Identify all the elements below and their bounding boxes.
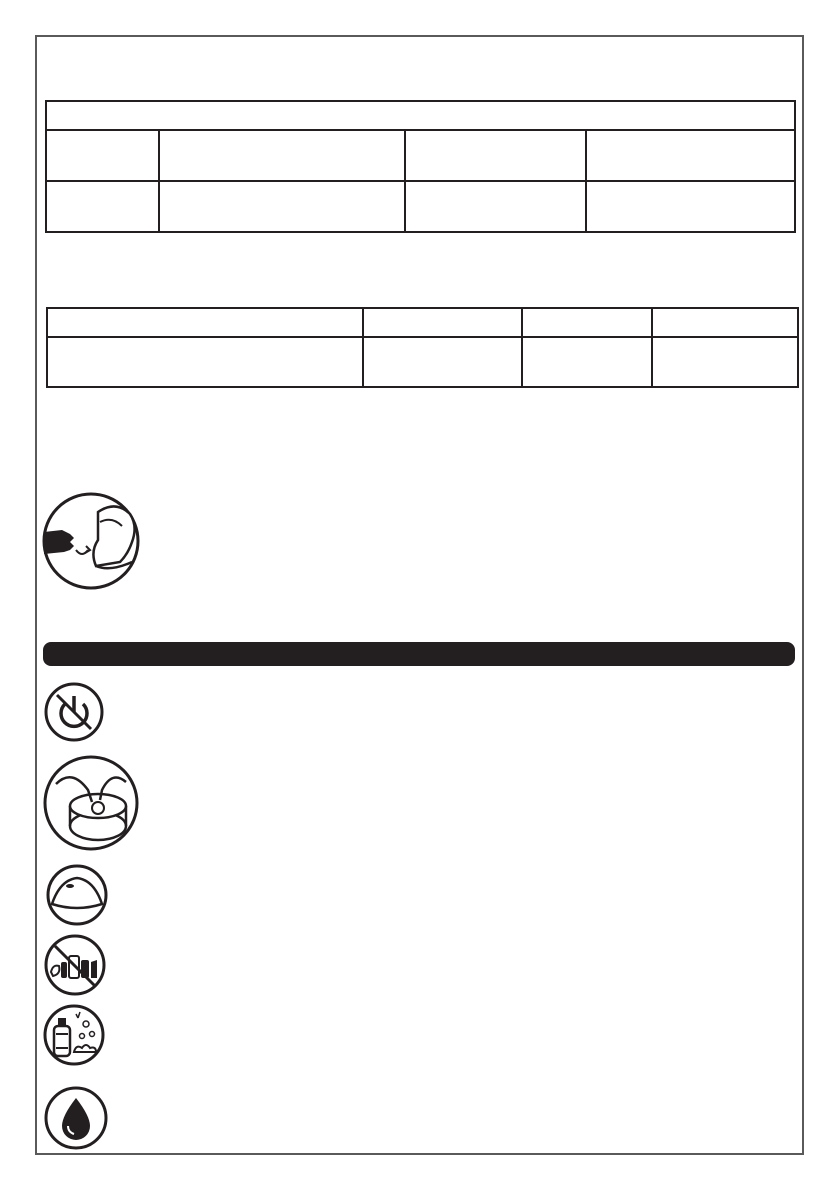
table-header-cell [47, 308, 363, 337]
section-header-bar [43, 642, 795, 666]
table-cell [405, 130, 586, 181]
spec-table-1-header [46, 101, 795, 130]
table-cell [159, 181, 405, 232]
no-harsh-cleaners-icon [43, 934, 107, 996]
table-cell [46, 181, 159, 232]
power-off-crossed-icon [43, 682, 105, 742]
hands-open-container-icon [42, 754, 140, 852]
table-cell [46, 130, 159, 181]
table-header-cell [652, 308, 798, 337]
table-cell [522, 337, 652, 387]
table-header-cell [522, 308, 652, 337]
table-cell [586, 130, 795, 181]
water-drop-icon [44, 1086, 108, 1150]
mild-detergent-icon [42, 1004, 106, 1066]
spec-table-1 [45, 100, 796, 233]
section-header-title [43, 646, 55, 662]
hand-peel-film-icon [40, 492, 142, 590]
table-header-cell [363, 308, 522, 337]
spec-table-2 [46, 307, 799, 388]
table-cell [652, 337, 798, 387]
table-cell [363, 337, 522, 387]
lid-icon [46, 864, 108, 926]
table-cell [159, 130, 405, 181]
table-cell [47, 337, 363, 387]
table-cell [405, 181, 586, 232]
table-cell [586, 181, 795, 232]
